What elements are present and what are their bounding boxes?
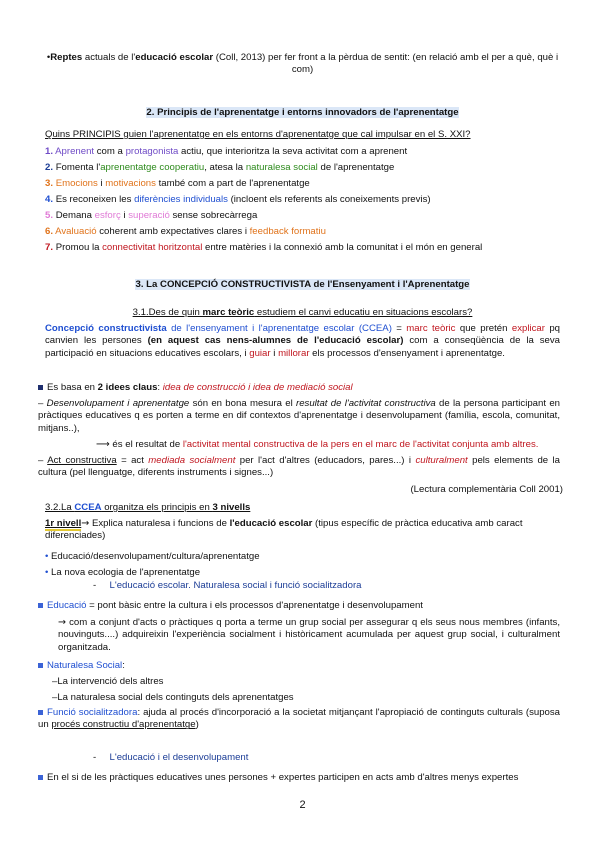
list-item: • La nova ecologia de l'aprenentatge <box>45 566 201 578</box>
principles-question: Quins PRINCIPIS guien l'aprenentatge en els entorns d'aprenentatge que cal impulsar en el S. XXI? <box>45 129 471 140</box>
list-item: –La naturalesa social dels continguts dels aprenentatges <box>52 691 294 703</box>
principle-6: 6. Avaluació coherent amb expectatives clares i feedback formatiu <box>45 225 326 237</box>
nivell-1: 1r nivell→ Explica naturalesa i funcions de l'educació escolar (tipus específic de pràctica educativa amb caract diferenciades) <box>45 518 523 542</box>
principle-7: 7. Promou la connectivitat horitzontal entre matèries i la connexió amb la comunitat i el món en general <box>45 241 483 253</box>
naturalesa-social: Naturalesa Social: <box>38 660 553 672</box>
square-bullet-icon <box>38 603 43 608</box>
square-bullet-icon <box>38 710 43 715</box>
principle-2: 2. Fomenta l'aprenentatge cooperatiu, atesa la naturalesa social de l'aprenentatge <box>45 161 395 173</box>
principle-1: 1. Aprenent com a protagonista actiu, que interioritza la seva activitat com a aprenent <box>45 146 408 157</box>
section-3-heading: 3. La CONCEPCIÓ CONSTRUCTIVISTA de l'Ensenyament i l'Aprenentatge <box>135 279 470 290</box>
act-constructiva-para: – Act constructiva = act mediada socialment per l'act d'altres (educadors, pares...) i culturalment pels elements de la cultura (pel llenguatge, diferents instruments i signes...) <box>38 455 560 479</box>
principle-5: 5. Demana esforç i superació sense sobrecàrrega <box>45 209 258 221</box>
list-item: –La intervenció dels altres <box>52 676 164 687</box>
page-number: 2 <box>299 799 306 811</box>
naturalesa-items <box>52 676 567 708</box>
key-ideas: Es basa en 2 idees claus: idea de construcció i idea de mediació social <box>38 382 553 394</box>
long-arrow-icon: ⟶ <box>96 439 110 450</box>
desenvolupament-para: – Desenvolupament i aprenentatge són en bona mesura el resultat de l'activitat constructiva de la persona participant en pràctiques educatives q es porten a terme en dif contextos d'aprenentatge i desenvolupament (família, escola, comunitat, mitjans..), <box>38 398 560 434</box>
result-line: ⟶ és el resultat de l'activitat mental constructiva de la pers en el marc de l'activitat conjunta amb altres. <box>96 439 539 450</box>
principle-3: 3. Emocions i motivacions també com a part de l'aprenentatge <box>45 177 310 189</box>
principle-4: 4. Es reconeixen les diferències individuals (incloent els referents als coneixements previs) <box>45 193 431 205</box>
square-bullet-icon <box>38 663 43 668</box>
lectura-note: (Lectura complementària Coll 2001) <box>410 484 563 495</box>
funcio-socialitzadora: Funció socialitzadora: ajuda al procés d'incorporació a la societat mitjançant l'apropiació de continguts culturals (suposa un procés constructiu d'aprenentatge) <box>38 707 561 731</box>
arrow-icon: → <box>58 617 67 628</box>
arrow-icon: → <box>81 518 90 529</box>
cc-definition: Concepció constructivista de l'ensenyament i l'aprenentatge escolar (CCEA) = marc teòric que pretén explicar pq canvien les persones (en aquest cas nens-alumnes de l'educació escolar) com a conseqüència de la seva participació en situacions educatives escolars, i guiar i millorar els processos d'ensenyament i aprenentatge. <box>45 323 561 359</box>
subsection-3-2: 3.2.La CCEA organitza els principis en 3 nivells <box>45 502 251 513</box>
subheading-educacio-escolar: - L'educació escolar. Naturalesa social i funció socialitzadora <box>93 580 362 591</box>
subheading-desenvolupament: - L'educació i el desenvolupament <box>93 752 249 763</box>
nivell-bullets <box>45 551 560 583</box>
last-line: En el si de les pràctiques educatives unes persones + expertes participen en acts amb d'altres menys expertes <box>38 772 560 784</box>
retos-note: •Reptes actuals de l'educació escolar (Coll, 2013) per fer front a la pèrdua de sentit: (en relació amb el per a què, què i com) <box>46 52 559 76</box>
list-item: • Educació/desenvolupament/cultura/aprenentatge <box>45 551 260 562</box>
square-bullet-icon <box>38 385 43 390</box>
section-2-heading: 2. Principis de l'aprenentatge i entorns innovadors de l'aprenentatge <box>146 107 459 118</box>
subsection-3-1: 3.1.Des de quin marc teòric estudiem el canvi educatiu en situacions escolars? <box>132 307 473 318</box>
educacio-def: Educació = pont bàsic entre la cultura i els processos d'aprenentatge i desenvolupament <box>38 600 560 612</box>
principles-list <box>45 146 560 258</box>
square-bullet-icon <box>38 775 43 780</box>
educacio-explanation: → com a conjunt d'acts o pràctiques q porta a terme un grup social per assegurar q els seus nous membres (infants, nouvinguts....) adquireixin l'experiència socialment i històricament acumulada per aquest grup social, i culturalment organitzada. <box>58 617 560 653</box>
